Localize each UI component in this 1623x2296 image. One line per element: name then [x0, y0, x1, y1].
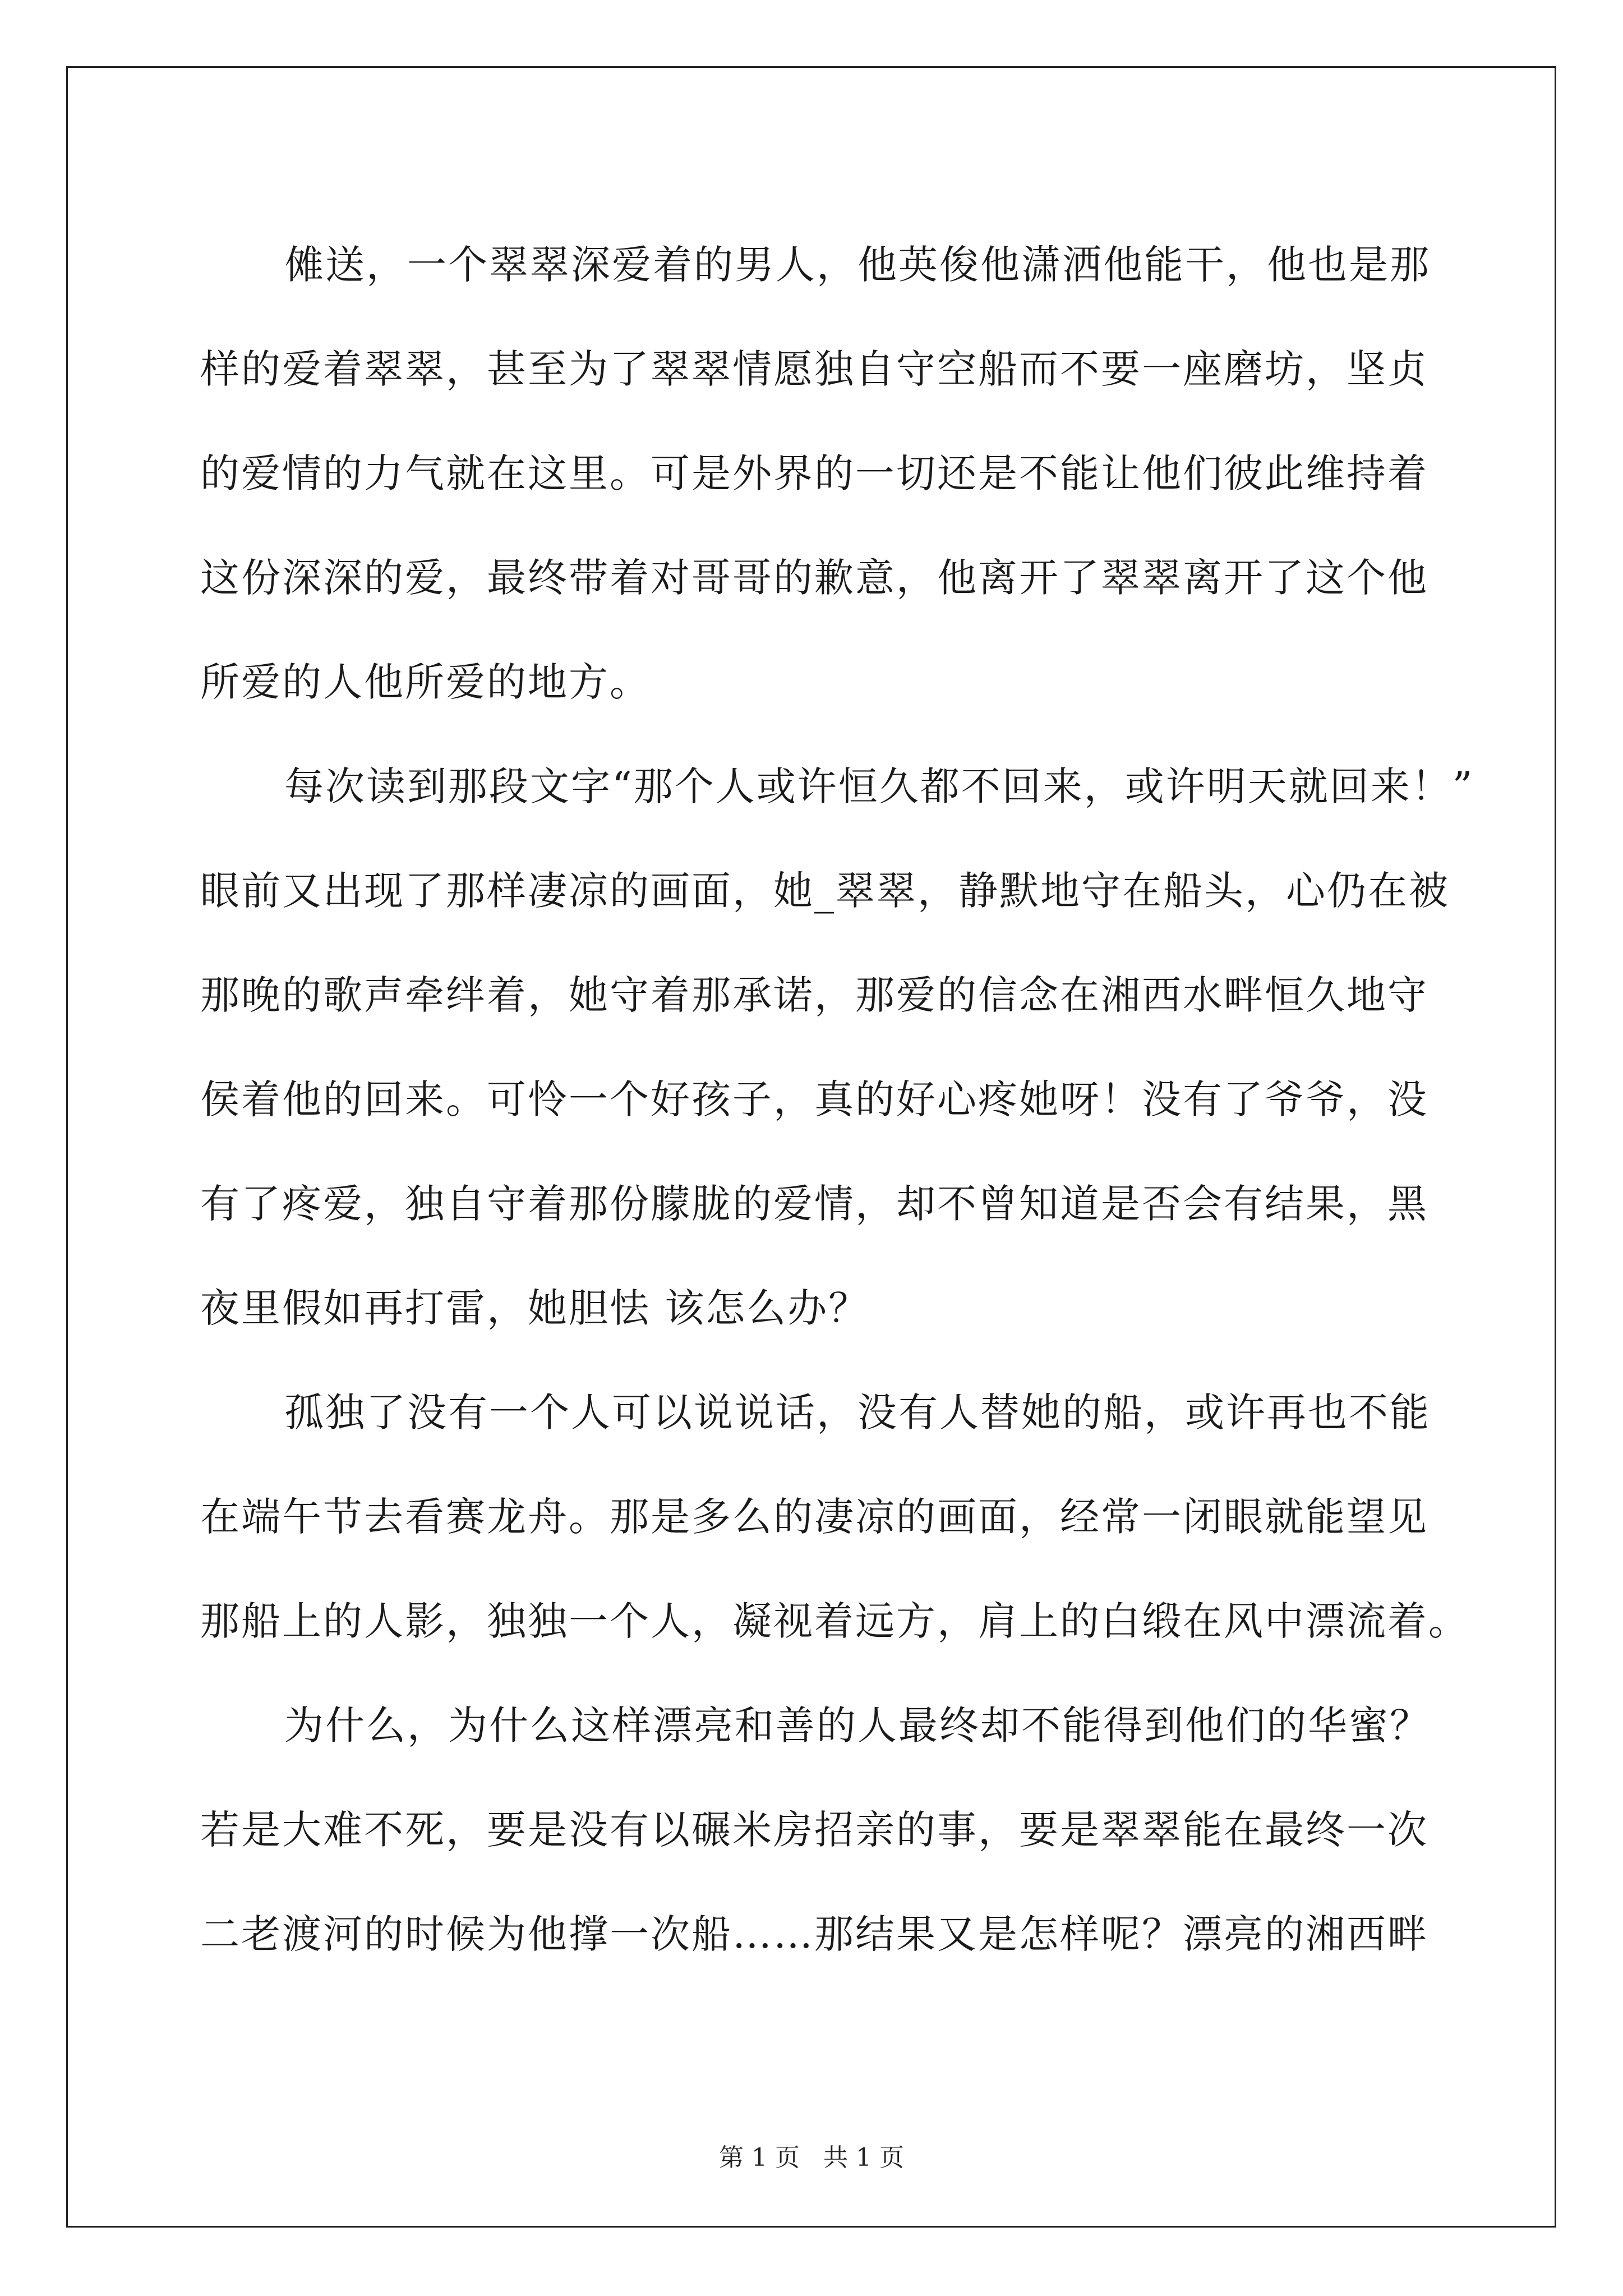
document-body: [200, 213, 1490, 1986]
text-line: 有了疼爱，独自守着那份朦胧的爱情，却不曾知道是否会有结果，黑: [200, 1181, 1428, 1227]
text-line: 夜里假如再打雷，她胆怯 该怎么办？: [200, 1285, 870, 1331]
text-line: 在端午节去看赛龙舟。那是多么的凄凉的画面，经常一闭眼就能望见: [200, 1494, 1428, 1540]
text-line: 若是大难不死，要是没有以碾米房招亲的事，要是翠翠能在最终一次: [200, 1807, 1428, 1853]
text-line: 二老渡河的时候为他撑一次船……那结果又是怎样呢？漂亮的湘西畔: [200, 1911, 1428, 1957]
paragraph-3: [200, 1360, 1490, 1673]
text-line: 孤独了没有一个人可以说说话，没有人替她的船，或许再也不能: [284, 1389, 1431, 1435]
text-line: 那晚的歌声牵绊着，她守着那承诺，那爱的信念在湘西水畔恒久地守: [200, 972, 1428, 1018]
text-line: 所爱的人他所爱的地方。: [200, 659, 651, 705]
page-number-label: 第 1 页 共 1 页: [719, 2143, 904, 2172]
text-line: 的爱情的力气就在这里。可是外界的一切还是不能让他们彼此维持着: [200, 450, 1428, 496]
text-line: 眼前又出现了那样凄凉的画面，她_翠翠，静默地守在船头，心仍在被: [200, 868, 1450, 914]
paragraph-2: [200, 734, 1490, 1360]
text-line: 侯着他的回来。可怜一个好孩子，真的好心疼她呀！没有了爷爷，没: [200, 1076, 1428, 1122]
text-line: 傩送，一个翠翠深爱着的男人，他英俊他潇洒他能干，他也是那: [284, 242, 1431, 288]
paragraph-4: [200, 1673, 1490, 1986]
text-line: 这份深深的爱，最终带着对哥哥的歉意，他离开了翠翠离开了这个他: [200, 555, 1428, 601]
page-frame: [66, 66, 1556, 2228]
text-line: 为什么，为什么这样漂亮和善的人最终却不能得到他们的华蜜？: [284, 1703, 1431, 1749]
text-line: 那船上的人影，独独一个人，凝视着远方，肩上的白缎在风中漂流着。: [200, 1598, 1469, 1644]
paragraph-1: [200, 213, 1490, 734]
page-footer: [0, 2137, 1623, 2173]
text-line: 样的爱着翠翠，甚至为了翠翠情愿独自守空船而不要一座磨坊，坚贞: [200, 346, 1428, 392]
text-line: 每次读到那段文字“那个人或许恒久都不回来，或许明天就回来！”: [284, 763, 1474, 809]
